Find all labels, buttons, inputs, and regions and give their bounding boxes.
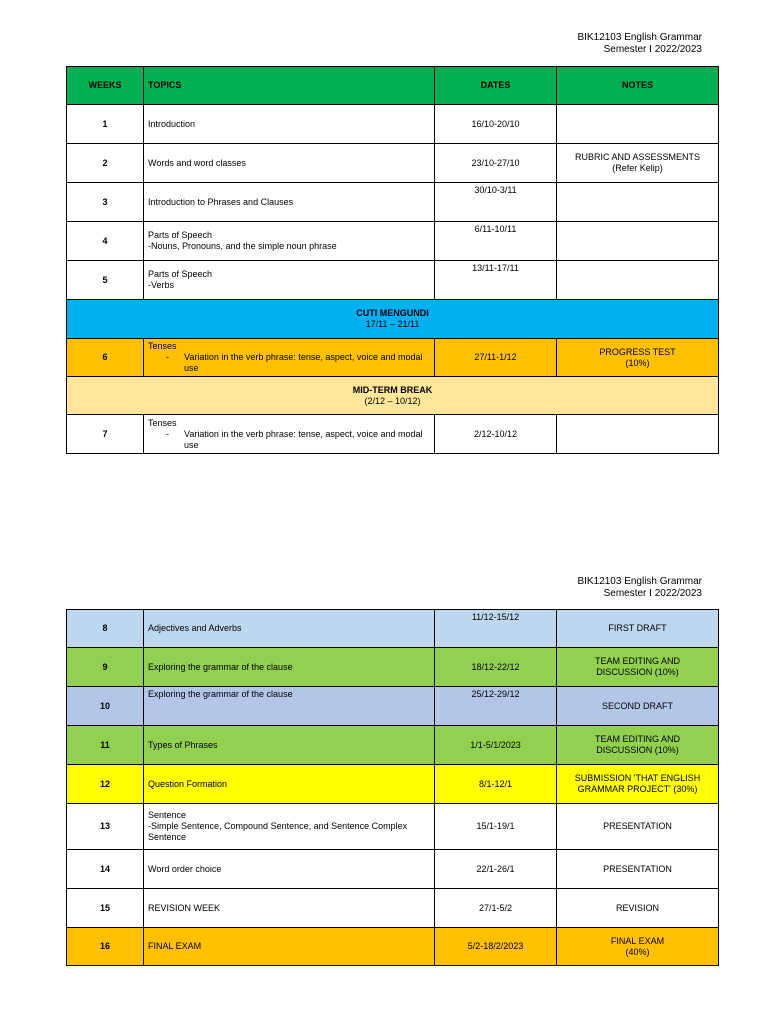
bullet-dash: -	[166, 352, 169, 362]
dates: 6/11-10/11	[435, 222, 557, 261]
course-title: BIK12103 English Grammar	[577, 32, 702, 43]
table-row	[67, 804, 719, 850]
table-row	[67, 928, 719, 966]
topic: Words and word classes	[144, 144, 435, 183]
dates: 18/12-22/12	[435, 648, 557, 687]
topic	[144, 804, 435, 850]
page1-header	[400, 32, 702, 56]
col-weeks: WEEKS	[67, 67, 144, 105]
break-title: CUTI MENGUNDI	[356, 308, 429, 318]
dates: 13/11-17/11	[435, 261, 557, 300]
dates: 11/12-15/12	[435, 610, 557, 648]
dates: 16/10-20/10	[435, 105, 557, 144]
col-topics: TOPICS	[144, 67, 435, 105]
week-number: 6	[67, 339, 144, 377]
dates: 15/1-19/1	[435, 804, 557, 850]
notes: TEAM EDITING AND DISCUSSION (10%)	[557, 648, 719, 687]
topic	[144, 261, 435, 300]
dates: 27/11-1/12	[435, 339, 557, 377]
topic-line1: Parts of Speech	[148, 230, 213, 240]
topic-bullet	[148, 352, 430, 374]
notes	[557, 339, 719, 377]
semester-label: Semester I 2022/2023	[603, 44, 702, 55]
col-dates: DATES	[435, 67, 557, 105]
dates: 1/1-5/1/2023	[435, 726, 557, 765]
col-notes: NOTES	[557, 67, 719, 105]
semester-label: Semester I 2022/2023	[603, 588, 702, 599]
notes: REVISION	[557, 889, 719, 928]
topic-line2: -Nouns, Pronouns, and the simple noun phrase	[148, 241, 337, 251]
table-row	[67, 765, 719, 804]
dates: 5/2-18/2/2023	[435, 928, 557, 966]
dates: 22/1-26/1	[435, 850, 557, 889]
topic: Question Formation	[144, 765, 435, 804]
bullet-dash: -	[166, 428, 169, 439]
table-row	[67, 687, 719, 726]
table-row	[67, 339, 719, 377]
notes: FIRST DRAFT	[557, 610, 719, 648]
topic: Adjectives and Adverbs	[144, 610, 435, 648]
topic-line1: Parts of Speech	[148, 269, 213, 279]
notes: SUBMISSION 'THAT ENGLISH GRAMMAR PROJECT' (30%)	[557, 765, 719, 804]
topic: FINAL EXAM	[144, 928, 435, 966]
week-number: 13	[67, 804, 144, 850]
notes	[557, 928, 719, 966]
week-number: 10	[67, 687, 144, 726]
break-dates: (2/12 – 10/12)	[364, 395, 421, 406]
notes: SECOND DRAFT	[557, 687, 719, 726]
week-number: 4	[67, 222, 144, 261]
week-number: 15	[67, 889, 144, 928]
table-row	[67, 105, 719, 144]
break-cell	[67, 377, 719, 415]
table-row	[67, 144, 719, 183]
topic	[144, 222, 435, 261]
schedule-table-page2	[66, 609, 719, 966]
topic-line2: -Verbs	[148, 280, 175, 290]
table-row	[67, 222, 719, 261]
topic: Types of Phrases	[144, 726, 435, 765]
week-number: 3	[67, 183, 144, 222]
bullet-text: Variation in the verb phrase: tense, aspect, voice and modal use	[184, 352, 423, 373]
week-number: 1	[67, 105, 144, 144]
notes-line1: FINAL EXAM	[610, 935, 665, 946]
topic: Word order choice	[144, 850, 435, 889]
topic: REVISION WEEK	[144, 889, 435, 928]
course-title: BIK12103 English Grammar	[577, 576, 702, 587]
topic-title: Tenses	[148, 417, 177, 428]
notes	[557, 415, 719, 454]
week-number: 9	[67, 648, 144, 687]
notes-line2: (10%)	[625, 357, 650, 368]
dates: 23/10-27/10	[435, 144, 557, 183]
table-row	[67, 648, 719, 687]
table-row	[67, 850, 719, 889]
page2-header	[400, 576, 702, 600]
break-cell	[67, 300, 719, 339]
table-row	[67, 415, 719, 454]
topic: Exploring the grammar of the clause	[144, 687, 435, 726]
dates: 30/10-3/11	[435, 183, 557, 222]
table-row	[67, 726, 719, 765]
topic: Introduction	[144, 105, 435, 144]
notes	[557, 183, 719, 222]
break-dates: 17/11 – 21/11	[365, 319, 420, 329]
dates: 2/12-10/12	[435, 415, 557, 454]
week-number: 16	[67, 928, 144, 966]
notes: RUBRIC AND ASSESSMENTS (Refer Kelip)	[557, 144, 719, 183]
schedule-table-page1	[66, 66, 719, 454]
topic	[144, 339, 435, 377]
break-row-cuti-mengundi	[67, 300, 719, 339]
table-header-row	[67, 67, 719, 105]
dates: 27/1-5/2	[435, 889, 557, 928]
week-number: 12	[67, 765, 144, 804]
notes: PRESENTATION	[557, 850, 719, 889]
topic: Introduction to Phrases and Clauses	[144, 183, 435, 222]
topic-line1: Sentence	[148, 810, 187, 820]
notes	[557, 222, 719, 261]
week-number: 5	[67, 261, 144, 300]
week-number: 7	[67, 415, 144, 454]
notes-line1: PROGRESS TEST	[599, 346, 676, 357]
notes	[557, 261, 719, 300]
notes: PRESENTATION	[557, 804, 719, 850]
table-row	[67, 610, 719, 648]
dates: 8/1-12/1	[435, 765, 557, 804]
table-row	[67, 183, 719, 222]
break-title: MID-TERM BREAK	[352, 384, 433, 395]
break-row-mid-term	[67, 377, 719, 415]
dates: 25/12-29/12	[435, 687, 557, 726]
topic-line2: -Simple Sentence, Compound Sentence, and Sentence Complex Sentence	[148, 821, 408, 842]
topic: Exploring the grammar of the clause	[144, 648, 435, 687]
table-row	[67, 261, 719, 300]
notes: TEAM EDITING AND DISCUSSION (10%)	[557, 726, 719, 765]
week-number: 8	[67, 610, 144, 648]
notes	[557, 105, 719, 144]
week-number: 14	[67, 850, 144, 889]
topic	[144, 415, 435, 454]
notes-line2: (40%)	[625, 946, 650, 957]
week-number: 11	[67, 726, 144, 765]
table-row	[67, 889, 719, 928]
topic-title: Tenses	[148, 341, 177, 351]
bullet-text: Variation in the verb phrase: tense, aspect, voice and modal use	[184, 428, 423, 450]
week-number: 2	[67, 144, 144, 183]
topic-bullet	[148, 429, 430, 451]
